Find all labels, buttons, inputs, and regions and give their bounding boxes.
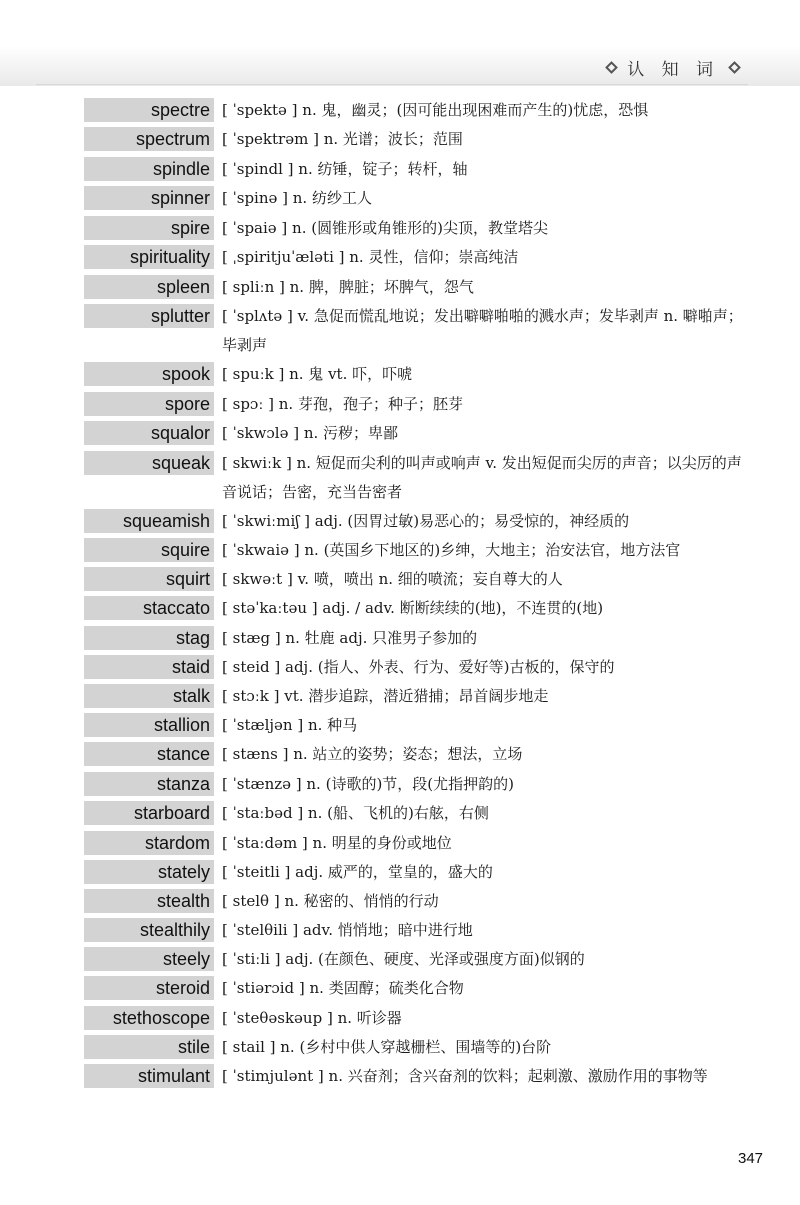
entry-definition: [ ˈskwiːmiʃ ] adj. (因胃过敏)易恶心的；易受惊的，神经质的 (222, 512, 630, 530)
entry-definition: [ stelθ ] n. 秘密的、悄悄的行动 (222, 892, 439, 910)
entry-headword: stag (84, 626, 214, 650)
section-header (604, 55, 742, 79)
entry-headword: stanza (84, 772, 214, 796)
entry-definition: [ stæg ] n. 牡鹿 adj. 只准男子参加的 (222, 629, 478, 647)
entry-definition: [ stəˈkaːtəu ] adj. / adv. 断断续续的(地)，不连贯的(地) (222, 599, 604, 617)
entry-definition: [ ˈskwaiə ] n. (英国乡下地区的)乡绅，大地主；治安法官，地方法官 (222, 541, 681, 559)
entry-definition: [ ˈsplʌtə ] v. 急促而慌乱地说；发出噼噼啪啪的溅水声；发毕剥声 n. 噼啪声；毕剥声 (222, 307, 743, 354)
entry-headword: starboard (84, 801, 214, 825)
entry-headword: stardom (84, 831, 214, 855)
entry-definition: [ ˌspiritjuˈæləti ] n. 灵性，信仰；崇高纯洁 (222, 248, 519, 266)
entry-definition: [ ˈstæljən ] n. 种马 (222, 716, 358, 734)
entry-headword: squire (84, 538, 214, 562)
entry-definition: [ skwiːk ] n. 短促而尖利的叫声或响声 v. 发出短促而尖厉的声音；以尖厉的声音说话；告密，充当告密者 (222, 454, 742, 501)
entry-definition: [ stail ] n. (乡村中供人穿越栅栏、围墙等的)台阶 (222, 1038, 552, 1056)
entry-definition: [ ˈstimjulənt ] n. 兴奋剂；含兴奋剂的饮料；起刺激、激励作用的事物等 (222, 1067, 708, 1085)
entry-headword: spleen (84, 275, 214, 299)
entry-definition: [ ˈspektə ] n. 鬼，幽灵；(因可能出现困难而产生的)忧虑，恐惧 (222, 101, 649, 119)
entry-headword: spore (84, 392, 214, 416)
entry-headword: stethoscope (84, 1006, 214, 1030)
diamond-icon-right (728, 61, 741, 74)
entry-definition: [ ˈspaiə ] n. (圆锥形或角锥形的)尖顶，教堂塔尖 (222, 219, 548, 237)
entry-headword: stalk (84, 684, 214, 708)
entry-headword: spire (84, 216, 214, 240)
header-divider (36, 84, 748, 85)
entry-headword: steely (84, 947, 214, 971)
entry-definition: [ stæns ] n. 站立的姿势；姿态；想法，立场 (222, 745, 523, 763)
entry-definition: [ ˈspindl ] n. 纺锤，锭子；转杆，轴 (222, 160, 468, 178)
entry-headword: stimulant (84, 1064, 214, 1088)
entry-definition: [ spliːn ] n. 脾，脾脏；坏脾气，怨气 (222, 278, 474, 296)
entry-headword: stile (84, 1035, 214, 1059)
entry-headword: spinner (84, 186, 214, 210)
entry-headword: squirt (84, 567, 214, 591)
entry-headword: stealthily (84, 918, 214, 942)
entry-definition: [ ˈspinə ] n. 纺纱工人 (222, 189, 372, 207)
entry-definition: [ ˈstelθili ] adv. 悄悄地；暗中进行地 (222, 921, 473, 939)
entry-definition: [ ˈsteitli ] adj. 威严的，堂皇的，盛大的 (222, 863, 493, 881)
entry-headword: splutter (84, 304, 214, 328)
entry-definition: [ spɔː ] n. 芽孢，孢子；种子；胚芽 (222, 395, 463, 413)
page-number: 347 (738, 1150, 764, 1167)
entry-headword: stance (84, 742, 214, 766)
entry-headword: squeamish (84, 509, 214, 533)
entry-headword: squalor (84, 421, 214, 445)
entry-headword: spectrum (84, 127, 214, 151)
entry-definition: [ skwəːt ] v. 喷，喷出 n. 细的喷流；妄自尊大的人 (222, 570, 563, 588)
entry-definition: [ ˈspektrəm ] n. 光谱；波长；范围 (222, 130, 463, 148)
entry-definition: [ ˈstaːdəm ] n. 明星的身份或地位 (222, 834, 452, 852)
entry-definition: [ stɔːk ] vt. 潜步追踪，潜近猎捕；昂首阔步地走 (222, 687, 549, 705)
entry-headword: squeak (84, 451, 214, 475)
entry-headword: spook (84, 362, 214, 386)
entry-definition: [ ˈstaːbəd ] n. (船、飞机的)右舷，右侧 (222, 804, 489, 822)
entry-headword: steroid (84, 976, 214, 1000)
section-title: 认 知 词 (627, 59, 719, 80)
entry-headword: spindle (84, 157, 214, 181)
diamond-icon-left (605, 61, 618, 74)
entry-headword: spectre (84, 98, 214, 122)
entry-definition: [ ˈstiərɔid ] n. 类固醇；硫类化合物 (222, 979, 464, 997)
entry-headword: staid (84, 655, 214, 679)
entry-headword: spirituality (84, 245, 214, 269)
entry-headword: stately (84, 860, 214, 884)
entry-definition: [ spuːk ] n. 鬼 vt. 吓，吓唬 (222, 365, 413, 383)
entry-definition: [ ˈstiːli ] adj. (在颜色、硬度、光泽或强度方面)似钢的 (222, 950, 585, 968)
entry-definition: [ steid ] adj. (指人、外表、行为、爱好等)古板的，保守的 (222, 658, 615, 676)
entry-definition: [ ˈstænzə ] n. (诗歌的)节，段(尤指押韵的) (222, 775, 515, 793)
entry-headword: stealth (84, 889, 214, 913)
entry-definition: [ ˈsteθəskəup ] n. 听诊器 (222, 1009, 402, 1027)
entry-definition: [ ˈskwɔlə ] n. 污秽；卑鄙 (222, 424, 399, 442)
entry-headword: staccato (84, 596, 214, 620)
entry-headword: stallion (84, 713, 214, 737)
